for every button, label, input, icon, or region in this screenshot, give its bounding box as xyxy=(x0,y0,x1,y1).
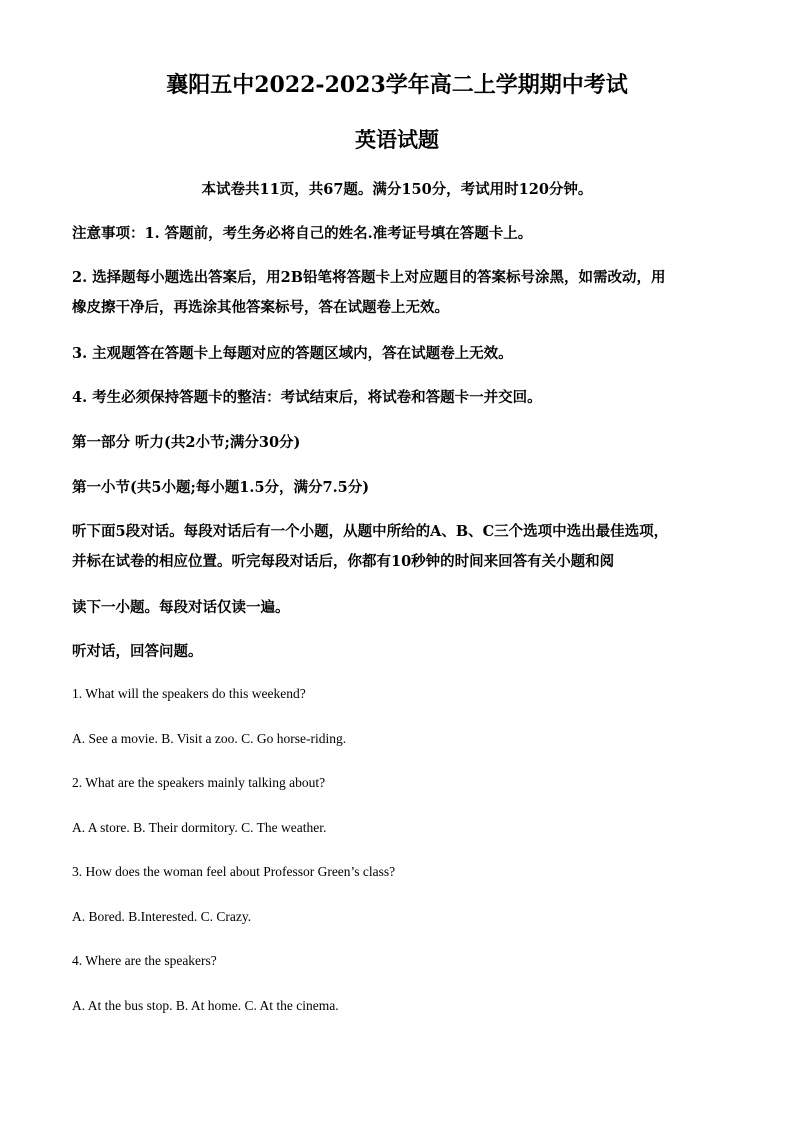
listen-prompt: 听对话，回答问题。 xyxy=(72,643,203,660)
exam-info: 本试卷共11页，共67题。满分150分，考试用时120分钟。 xyxy=(201,181,593,198)
instruction-line-2: 并标在试卷的相应位置。听完每段对话后，你都有10秒钟的时间来回答有关小题和阅 xyxy=(72,553,615,570)
note-1: 注意事项：1. 答题前，考生务必将自己的姓名.准考证号填在答题卡上。 xyxy=(72,225,533,242)
question-2-options: A. A store. B. Their dormitory. C. The weather. xyxy=(72,820,327,835)
note-3: 3. 主观题答在答题卡上每题对应的答题区域内，答在试题卷上无效。 xyxy=(72,345,513,362)
question-2: 2. What are the speakers mainly talking about? xyxy=(72,775,326,790)
question-1: 1. What will the speakers do this weekend? xyxy=(72,686,306,701)
exam-subtitle: 英语试题 xyxy=(355,127,439,152)
question-3: 3. How does the woman feel about Professor Green’s class? xyxy=(72,864,396,879)
question-3-options: A. Bored. B.Interested. C. Crazy. xyxy=(72,909,252,924)
instruction-line-3: 读下一小题。每段对话仅读一遍。 xyxy=(72,599,290,616)
instruction-line-1: 听下面5段对话。每段对话后有一个小题，从题中所给的A、B、C三个选项中选出最佳选项， xyxy=(72,523,669,540)
question-1-options: A. See a movie. B. Visit a zoo. C. Go horse-riding. xyxy=(72,731,347,746)
exam-title: 襄阳五中2022-2023学年高二上学期期中考试 xyxy=(166,72,628,98)
subsection-1-heading: 第一小节(共5小题;每小题1.5分，满分7.5分) xyxy=(72,479,370,496)
question-4-options: A. At the bus stop. B. At home. C. At the cinema. xyxy=(72,998,339,1013)
note-4: 4. 考生必须保持答题卡的整洁：考试结束后，将试卷和答题卡一并交回。 xyxy=(72,389,542,406)
part-1-heading: 第一部分 听力(共2小节;满分30分) xyxy=(72,434,301,451)
note-2-line-2: 橡皮擦干净后，再选涂其他答案标号，答在试题卷上无效。 xyxy=(72,299,449,316)
note-2-line-1: 2. 选择题每小题选出答案后，用2B铅笔将答题卡上对应题目的答案标号涂黑，如需改动，用 xyxy=(72,269,666,286)
question-4: 4. Where are the speakers? xyxy=(72,953,217,968)
